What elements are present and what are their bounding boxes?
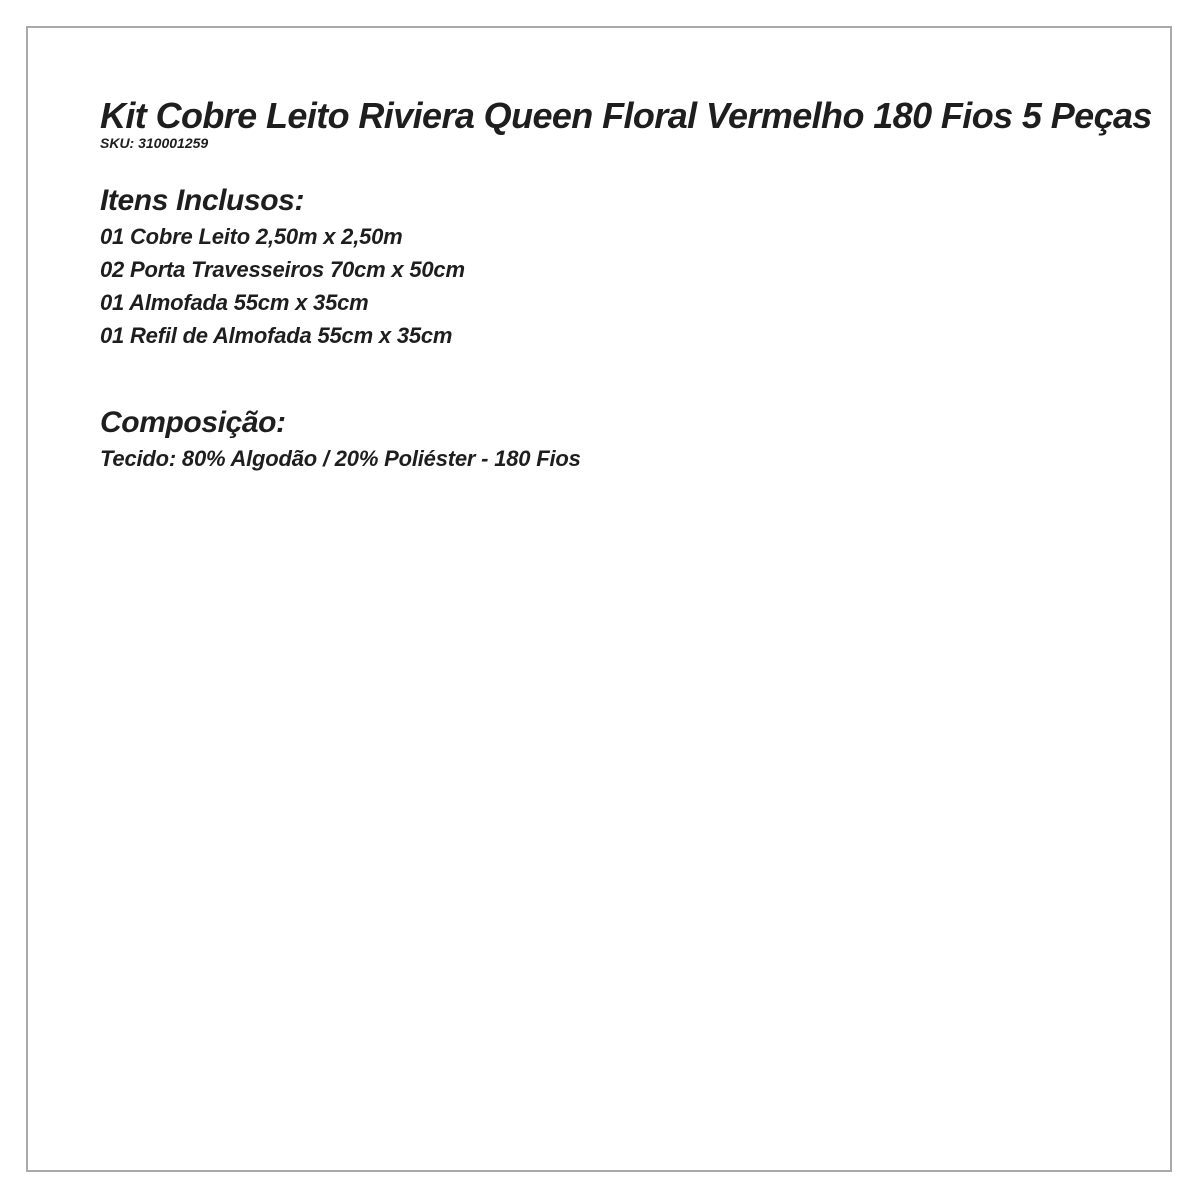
composition-text: Tecido: 80% Algodão / 20% Poliéster - 180 Fios <box>100 446 581 471</box>
included-items-list <box>100 220 1180 352</box>
composition-section <box>100 404 1180 475</box>
list-item: 01 Almofada 55cm x 35cm <box>100 290 369 315</box>
product-sku: SKU: 310001259 <box>100 135 209 151</box>
included-items-section <box>100 182 1180 352</box>
product-sheet <box>100 92 1180 475</box>
included-items-heading: Itens Inclusos: <box>100 184 305 217</box>
list-item: 01 Cobre Leito 2,50m x 2,50m <box>100 224 403 249</box>
list-item: 01 Refil de Almofada 55cm x 35cm <box>100 323 453 348</box>
list-item: 02 Porta Travesseiros 70cm x 50cm <box>100 257 465 282</box>
composition-heading: Composição: <box>100 406 286 439</box>
product-title: Kit Cobre Leito Riviera Queen Floral Vermelho 180 Fios 5 Peças <box>100 95 1152 136</box>
